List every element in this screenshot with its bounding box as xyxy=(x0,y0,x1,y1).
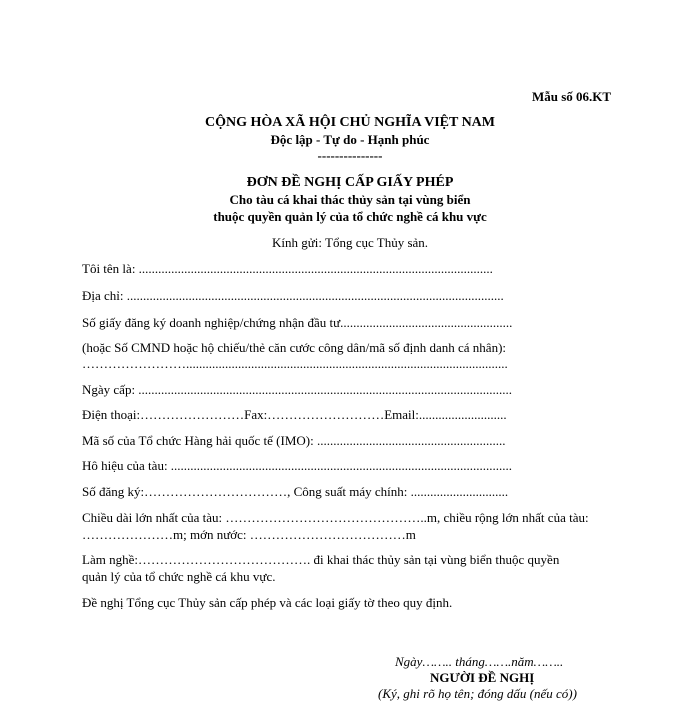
imo-field[interactable]: Mã số của Tổ chức Hàng hải quốc tế (IMO): .......................................................... xyxy=(82,433,506,448)
call-sign-field[interactable]: Hô hiệu của tàu: ......................................................................................................... xyxy=(82,458,513,473)
country-name: CỘNG HÒA XÃ HỘI CHỦ NGHĨA VIỆT NAM xyxy=(204,115,495,130)
title-sub-1: Cho tàu cá khai thác thủy sản tại vùng biển xyxy=(229,192,471,207)
issue-date-field[interactable]: Ngày cấp: ................................................................................................................... xyxy=(82,382,513,397)
header-separator: --------------- xyxy=(317,148,383,163)
signature-note: (Ký, ghi rõ họ tên; đóng dấu (nếu có)) xyxy=(378,686,577,701)
title-sub-2: thuộc quyền quản lý của tổ chức nghề cá khu vực xyxy=(213,209,487,224)
request-text: Đề nghị Tổng cục Thủy sản cấp phép và các loại giấy tờ theo quy định. xyxy=(82,595,453,610)
vessel-draft-field[interactable]: …………………m; mớn nước: ………………………………m xyxy=(82,527,416,542)
addressee: Kính gửi: Tổng cục Thủy sản. xyxy=(271,235,429,250)
id-note: (hoặc Số CMND hoặc hộ chiếu/thẻ căn cước công dân/mã số định danh cá nhân): xyxy=(82,340,507,355)
registration-field[interactable]: Số đăng ký:……………………………, Công suất máy chính: .............................. xyxy=(82,484,509,499)
vessel-length-field[interactable]: Chiều dài lớn nhất của tàu: ………………………………………..m, chiều rộng lớn nhất của tàu: xyxy=(82,510,589,525)
fishing-area-text: quản lý của tổ chức nghề cá khu vực. xyxy=(82,569,276,584)
title-main: ĐƠN ĐỀ NGHỊ CẤP GIẤY PHÉP xyxy=(246,175,454,190)
name-field[interactable]: Tôi tên là: ............................................................................................................. xyxy=(82,261,493,276)
signer-role: NGƯỜI ĐỀ NGHỊ xyxy=(430,670,535,685)
motto: Độc lập - Tự do - Hạnh phúc xyxy=(270,132,430,147)
fishing-gear-field[interactable]: Làm nghề:…………………………………. đi khai thác thủy sản tại vùng biển thuộc quyền xyxy=(82,552,560,567)
business-registration-field[interactable]: Số giấy đăng ký doanh nghiệp/chứng nhận đầu tư..................................................... xyxy=(82,315,513,330)
id-field[interactable]: ……………………................................................................................................... xyxy=(82,356,508,371)
form-code: Mẫu số 06.KT xyxy=(532,89,612,104)
contact-field[interactable]: Điện thoại:……………………Fax:………………………Email:........................... xyxy=(82,407,507,422)
address-field[interactable]: Địa chỉ: .................................................................................................................... xyxy=(82,288,504,303)
signature-date[interactable]: Ngày…….. tháng…….năm…….. xyxy=(395,654,564,669)
